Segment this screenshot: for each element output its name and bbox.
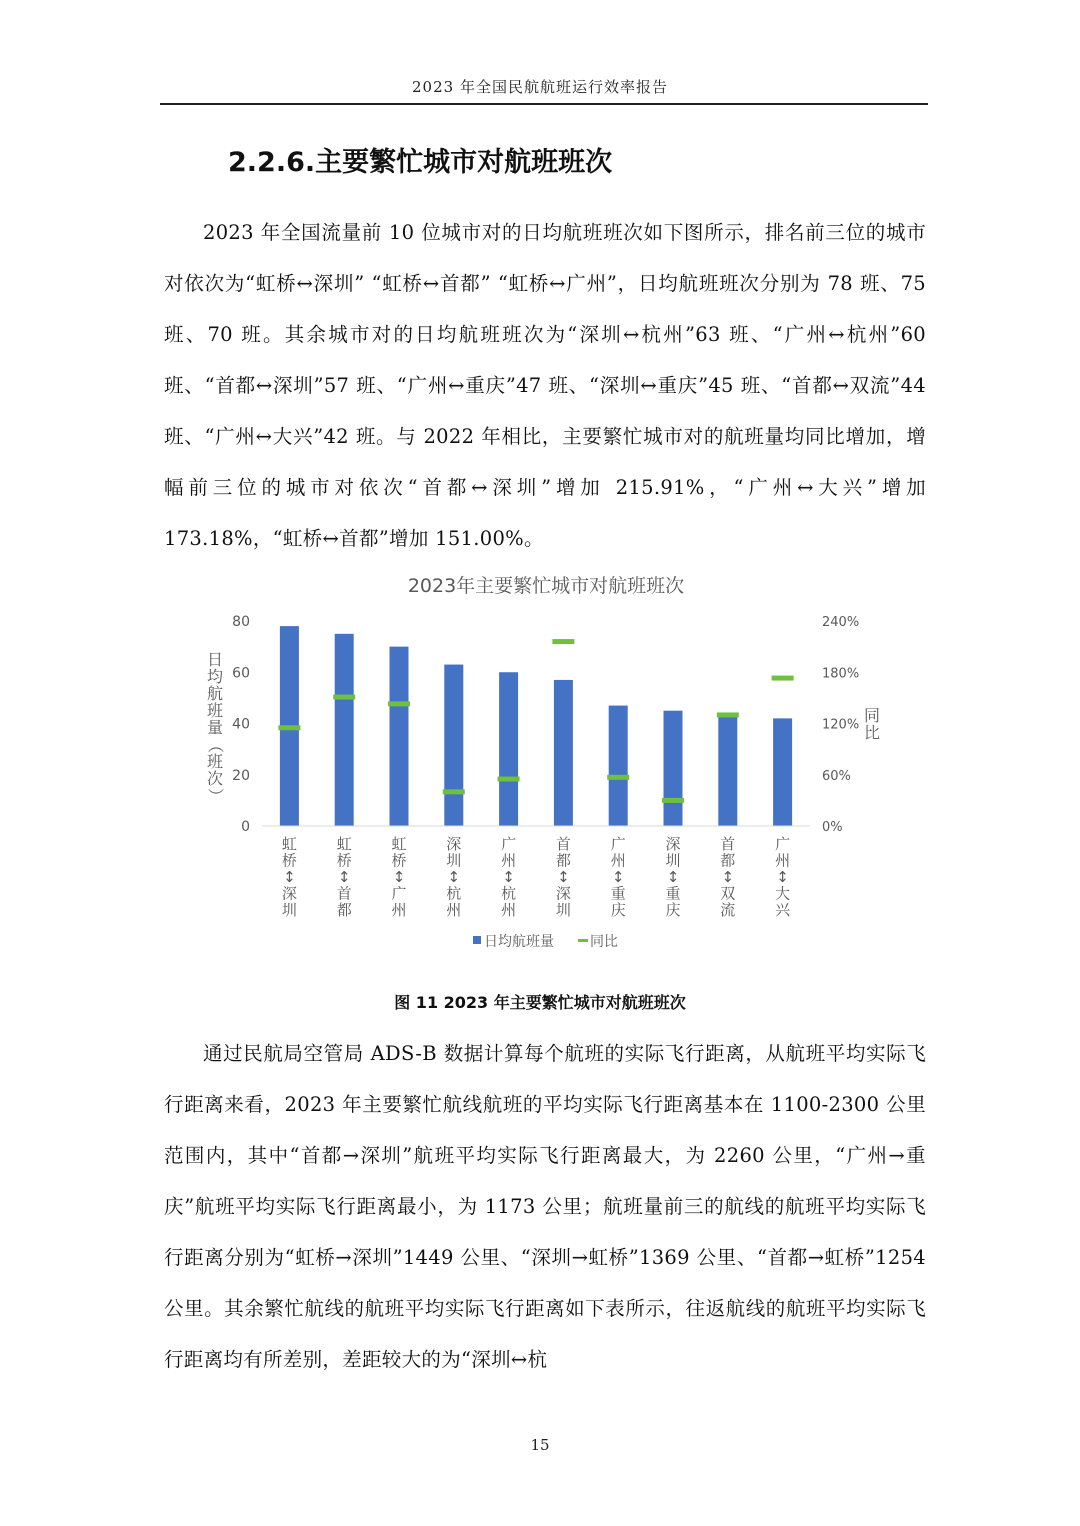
x-category-char: 都 [720,851,736,870]
y2-tick-label: 0% [822,820,843,835]
x-category-char: 双 [720,884,736,903]
x-category-char: 杭 [446,884,462,903]
page-number: 15 [530,1436,550,1454]
bar [390,647,409,826]
x-category-char: 广 [501,835,517,853]
y-axis-ticks [232,614,250,835]
x-category-char: 都 [555,851,571,870]
x-category-char: 桥 [336,851,352,870]
x-category-char: 圳 [281,901,297,919]
figure-caption: 图 11 2023 年主要繁忙城市对航班班次 [394,993,686,1012]
x-category-char: 虹 [391,835,407,853]
y-axis-label-char: 班 [206,752,224,771]
x-category-char: 圳 [665,851,681,870]
x-category-char: 虹 [336,835,352,853]
x-category-char: 桥 [281,851,297,870]
legend-marker-label: 同比 [590,934,618,950]
y2-tick-label: 180% [822,666,860,682]
y-axis-label-char: 次 [206,769,224,788]
yoy-marker [607,775,629,780]
bar [664,711,683,826]
legend-bar-label: 日均航班量 [484,934,554,950]
yoy-marker [772,676,794,681]
y-axis-label-char: ） [206,787,225,805]
x-category-char: 流 [720,901,736,919]
y-tick-label: 40 [232,716,250,733]
x-category-char: 重 [610,884,626,903]
x-category-char: 大 [775,884,791,903]
x-category-char: 深 [665,835,681,853]
y-axis-label-char: （ [206,736,225,754]
y-axis-label-char: 量 [206,718,224,737]
header-divider [160,103,928,105]
y-axis-label-char: 均 [206,667,224,686]
y2-axis-label-char: 同 [863,706,881,725]
x-category-char: ↕ [502,868,515,886]
x-category-char: 杭 [501,884,517,903]
legend-marker-swatch [578,939,588,942]
chart-title: 2023年主要繁忙城市对航班班次 [407,575,685,597]
y-tick-label: 0 [241,819,250,835]
bar [499,672,518,826]
bar-chart [180,565,900,965]
x-category-char: 圳 [555,901,571,919]
yoy-marker [552,639,574,644]
running-header: 2023 年全国民航航班运行效率报告 [412,78,668,96]
x-category-char: 广 [775,835,791,853]
x-category-char: 广 [610,835,626,853]
yoy-marker [443,789,465,794]
bar-series [280,626,792,826]
bar [609,706,628,826]
yoy-marker [388,701,410,706]
y2-tick-label: 120% [822,717,860,733]
y2-axis-label [864,706,880,742]
y-tick-label: 60 [232,665,250,682]
x-category-char: ↕ [447,868,461,886]
y-axis-label-char: 日 [206,650,224,669]
x-category-char: 州 [610,851,626,870]
x-category-char: 州 [446,901,462,919]
y2-tick-label: 240% [822,615,860,630]
x-category-char: 州 [391,901,407,919]
chart-legend [473,934,618,950]
section-heading: 2.2.6.主要繁忙城市对航班班次 [228,147,613,178]
x-category-char: 首 [555,835,571,853]
x-category-char: 桥 [391,851,407,870]
legend-bar-swatch [473,936,481,944]
paragraph-1: 2023 年全国流量前 10 位城市对的日均航班班次如下图所示，排名前三位的城市对依次为“虹桥↔深圳” “虹桥↔首都” “虹桥↔广州”，日均航班班次分别为 78 班、75 班、70 班。其余城市对的日均航班班次为“深圳↔杭州”63 班、“广州↔杭州”60 班、“首都↔深圳”57 班、“广州↔重庆”47 班、“深圳↔重庆”45 班、“首都↔双流”44 班、“广州↔大兴”42 班。与 2022 年相比，主要繁忙城市对的航班量均同比增加，增幅前三位的城市对依次“首都↔深圳”增加 215.91%，“广州↔大兴”增加 173.18%，“虹桥↔首都”增加 151.00%。 [164,221,926,550]
x-category-char: 庆 [665,901,681,919]
x-category-char: 首 [336,884,352,903]
bar [335,634,354,826]
x-category-char: 圳 [446,851,462,870]
x-category-char: 广 [391,884,407,903]
x-category-char: 都 [336,901,352,919]
chart-svg [180,565,900,965]
bar [554,680,573,826]
x-category-char: ↕ [392,868,406,886]
x-axis-categories [282,835,791,919]
marker-series [278,639,793,803]
yoy-marker [333,695,355,700]
x-category-char: 虹 [281,835,297,853]
y-axis-label [206,650,225,804]
x-category-char: 州 [775,851,791,870]
yoy-marker [498,777,520,782]
yoy-marker [662,798,684,803]
x-category-char: ↕ [666,868,680,886]
x-category-char: ↕ [721,868,735,886]
x-category-char: ↕ [337,868,351,886]
x-category-char: 州 [501,851,517,870]
x-category-char: 首 [720,835,736,853]
y2-tick-label: 60% [822,768,851,784]
x-category-char: 兴 [775,901,791,919]
x-category-char: 庆 [610,901,626,919]
x-category-char: ↕ [283,868,296,886]
y-axis-label-char: 班 [206,701,224,720]
bar [773,718,792,826]
bar [444,665,463,826]
yoy-marker [717,712,739,717]
y2-axis-label-char: 比 [863,723,881,742]
x-category-char: 深 [281,884,297,903]
paragraph-2: 通过民航局空管局 ADS-B 数据计算每个航班的实际飞行距离，从航班平均实际飞行距离来看，2023 年主要繁忙航线航班的平均实际飞行距离基本在 1100-2300 公里范围内，其中“首都→深圳”航班平均实际飞行距离最大，为 2260 公里，“广州→重庆”航班平均实际飞行距离最小，为 1173 公里；航班量前三的航线的航班平均实际飞行距离分别为“虹桥→深圳”1449 公里、“深圳→虹桥”1369 公里、“首都→虹桥”1254 公里。其余繁忙航线的航班平均实际飞行距离如下表所示，往返航线的航班平均实际飞行距离均有所差别，差距较大的为“深圳↔杭 [164,1042,926,1371]
yoy-marker [278,725,300,730]
y2-axis-ticks [822,615,859,835]
x-category-char: 深 [446,835,462,853]
x-category-char: ↕ [611,868,625,886]
x-category-char: ↕ [776,868,789,886]
y-tick-label: 20 [232,767,250,784]
x-category-char: 重 [665,884,681,903]
y-tick-label: 80 [232,614,250,630]
bar [718,713,737,826]
x-category-char: 深 [555,884,571,903]
x-category-char: 州 [501,901,517,919]
y-axis-label-char: 航 [206,684,224,703]
x-category-char: ↕ [557,868,570,886]
